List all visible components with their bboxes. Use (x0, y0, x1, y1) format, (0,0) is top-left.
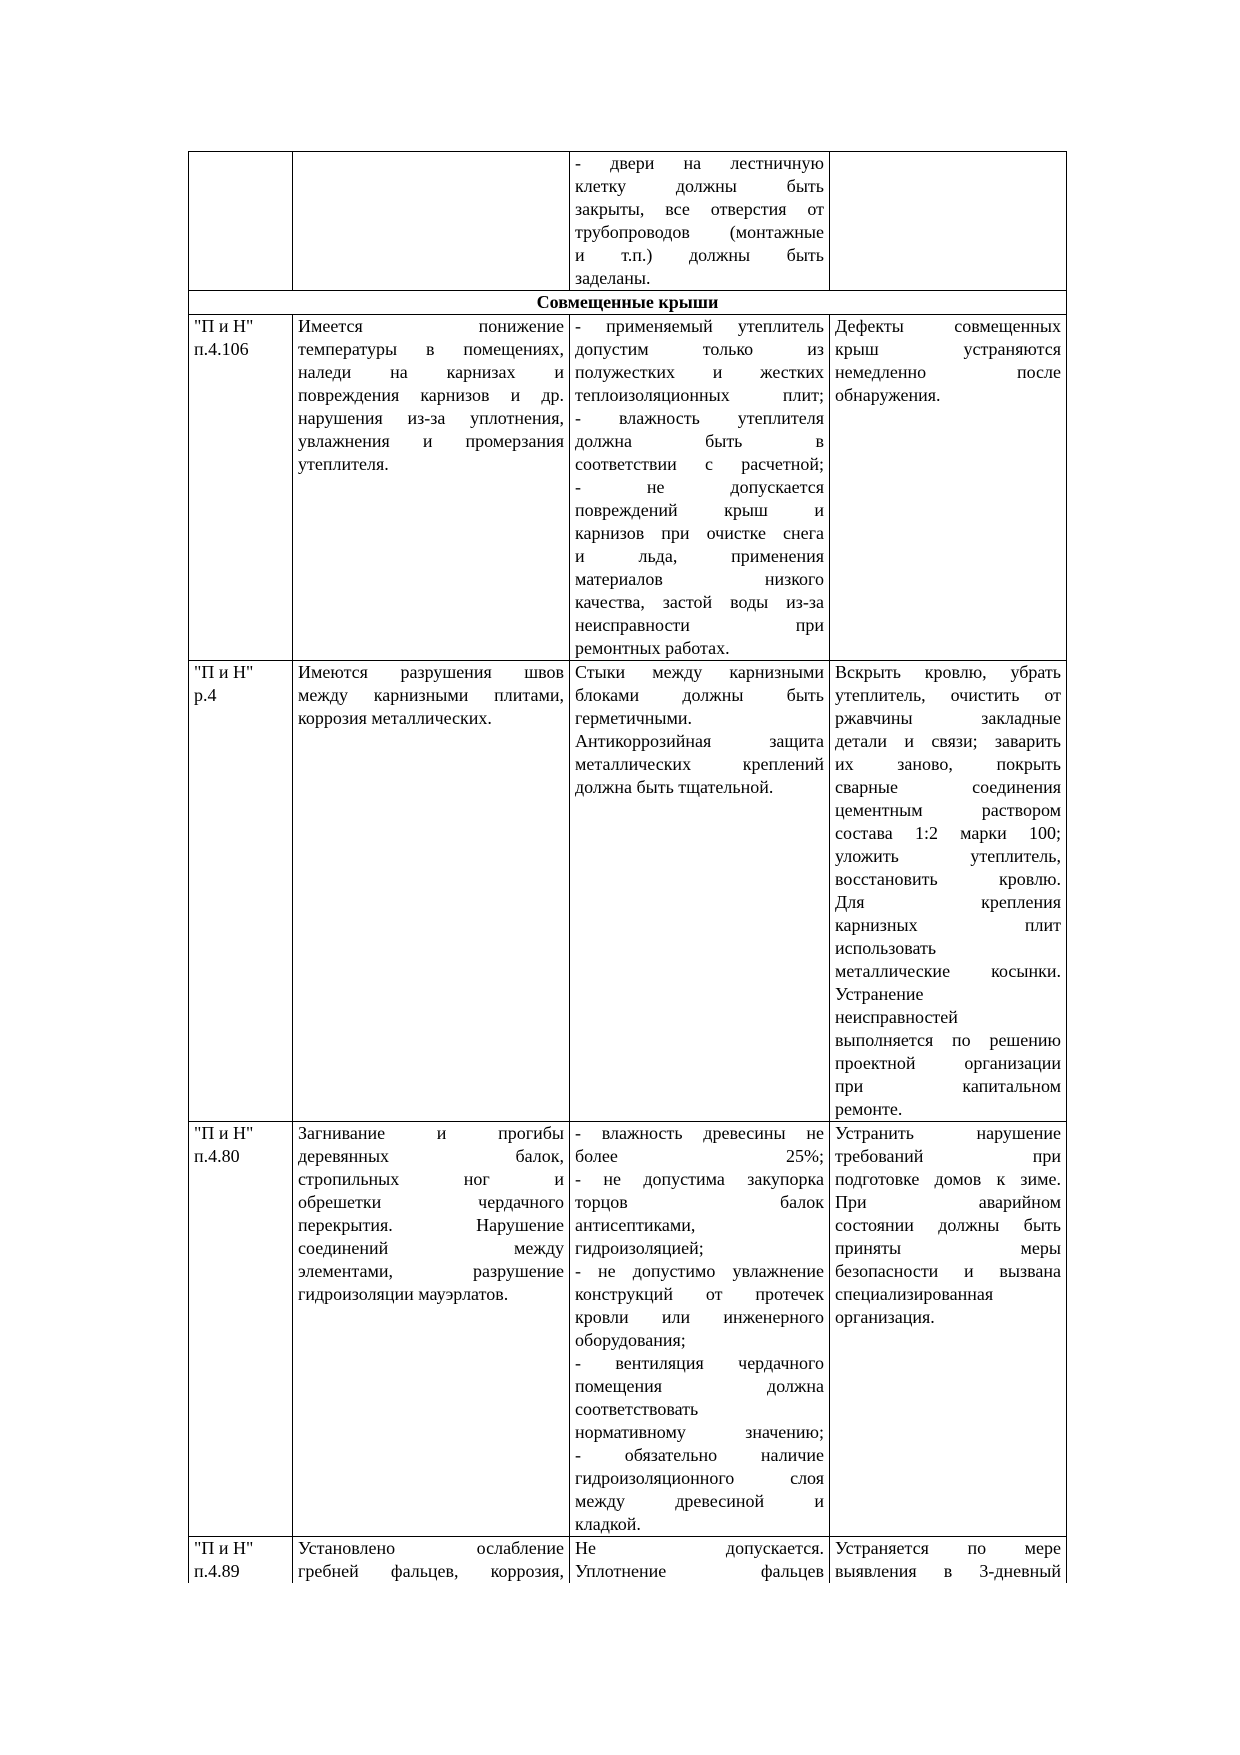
cell-line: наледи на карнизах и (298, 362, 564, 382)
cell-line: деревянных балок, (298, 1146, 564, 1166)
cell-remedy (830, 315, 1067, 661)
cell-line: трубопроводов (монтажные (575, 222, 824, 242)
cell-requirement (570, 315, 830, 661)
cell-line: Устраняется по мере (835, 1538, 1061, 1558)
cell-line: качества, застой воды из-за (575, 592, 824, 612)
table-row (189, 661, 1067, 1122)
cell-defect (293, 1537, 570, 1584)
cell-line: утеплитель, очистить от (835, 685, 1061, 705)
cell-line: - влажность древесины не (575, 1123, 824, 1143)
cell-line: приняты меры (835, 1238, 1061, 1258)
cell-line: подготовке домов к зиме. (835, 1169, 1061, 1189)
cell-line: перекрытия. Нарушение (298, 1215, 564, 1235)
cell-line: нормативному значению; (575, 1422, 824, 1442)
cell-line: организация. (835, 1307, 935, 1327)
cell-defect (293, 1122, 570, 1537)
cell-line: более 25%; (575, 1146, 824, 1166)
cell-line: полужестких и жестких (575, 362, 824, 382)
cell-line: материалов низкого (575, 569, 824, 589)
cell-line: должна быть в (575, 431, 824, 451)
table-row (189, 1122, 1067, 1537)
cell-line: повреждений крыш и (575, 500, 824, 520)
cell-line: металлические косынки. (835, 961, 1061, 981)
cell-line: блоками должны быть (575, 685, 824, 705)
cell-line: торцов балок (575, 1192, 824, 1212)
cell-line: металлических креплений (575, 754, 824, 774)
section-row (189, 291, 1067, 315)
cell-remedy (830, 1537, 1067, 1584)
cell-line: неисправностей (835, 1007, 958, 1027)
cell-line: нарушения из-за уплотнения, (298, 408, 564, 428)
cell-line: закрыты, все отверстия от (575, 199, 824, 219)
table-body (189, 152, 1067, 1584)
cell-line: между карнизными плитами, (298, 685, 564, 705)
cell-line: Имеются разрушения швов (298, 662, 564, 682)
cell-line: утеплителя. (298, 454, 389, 474)
cell-line: "П и Н" (194, 662, 254, 682)
cell-line: и льда, применения (575, 546, 824, 566)
cell-line: выявления в 3-дневный (835, 1561, 1061, 1581)
cell-line: стропильных ног и (298, 1169, 564, 1189)
cell-line: соответствии с расчетной; (575, 454, 824, 474)
cell-line: гидроизоляционного слоя (575, 1468, 824, 1488)
cell-line: проектной организации (835, 1053, 1061, 1073)
cell-line: герметичными. (575, 708, 693, 728)
cell-line: состоянии должны быть (835, 1215, 1061, 1235)
cell-reference (189, 1122, 293, 1537)
cell-requirement (570, 661, 830, 1122)
cell-line: - не допускается (575, 477, 824, 497)
table-row (189, 315, 1067, 661)
cell-requirement (570, 152, 830, 291)
cell-reference (189, 661, 293, 1122)
cell-line: п.4.106 (194, 339, 249, 359)
cell-line: ремонтных работах. (575, 638, 730, 658)
cell-line: специализированная (835, 1284, 994, 1304)
cell-line: п.4.89 (194, 1561, 240, 1581)
cell-line: р.4 (194, 685, 217, 705)
cell-line: повреждения карнизов и др. (298, 385, 564, 405)
cell-line: неисправности при (575, 615, 824, 635)
cell-line: ржавчины закладные (835, 708, 1061, 728)
cell-line: п.4.80 (194, 1146, 240, 1166)
cell-line: ремонте. (835, 1099, 903, 1119)
cell-line: уложить утеплитель, (835, 846, 1061, 866)
cell-line: кровли или инженерного (575, 1307, 824, 1327)
cell-line: оборудования; (575, 1330, 686, 1350)
cell-reference (189, 315, 293, 661)
cell-line: безопасности и вызвана (835, 1261, 1061, 1281)
cell-defect (293, 661, 570, 1122)
cell-line: детали и связи; заварить (835, 731, 1061, 751)
cell-reference (189, 1537, 293, 1584)
cell-line: - применяемый утеплитель (575, 316, 824, 336)
cell-line: кладкой. (575, 1514, 641, 1534)
cell-line: - влажность утеплителя (575, 408, 824, 428)
cell-line: - вентиляция чердачного (575, 1353, 824, 1373)
cell-line: Дефекты совмещенных (835, 316, 1061, 336)
cell-line: гребней фальцев, коррозия, (298, 1561, 564, 1581)
cell-line: температуры в помещениях, (298, 339, 564, 359)
cell-remedy (830, 661, 1067, 1122)
cell-requirement (570, 1122, 830, 1537)
table-row (189, 1537, 1067, 1584)
cell-line: Уплотнение фальцев (575, 1561, 824, 1581)
cell-line: и т.п.) должны быть (575, 245, 824, 265)
cell-line: соединений между (298, 1238, 564, 1258)
cell-reference (189, 152, 293, 291)
cell-line: между древесиной и (575, 1491, 824, 1511)
defects-table (188, 151, 1067, 1583)
cell-line: Антикоррозийная защита (575, 731, 824, 751)
cell-line: конструкций от протечек (575, 1284, 824, 1304)
cell-line: "П и Н" (194, 1538, 254, 1558)
cell-remedy (830, 152, 1067, 291)
section-title: Совмещенные крыши (189, 291, 1067, 315)
cell-line: - не допустимо увлажнение (575, 1261, 824, 1281)
cell-line: помещения должна (575, 1376, 824, 1396)
cell-line: Для крепления (835, 892, 1061, 912)
cell-line: заделаны. (575, 268, 651, 288)
cell-line: их заново, покрыть (835, 754, 1061, 774)
cell-line: - обязательно наличие (575, 1445, 824, 1465)
cell-line: теплоизоляционных плит; (575, 385, 824, 405)
cell-line: обнаружения. (835, 385, 941, 405)
cell-defect (293, 152, 570, 291)
cell-line: Загнивание и прогибы (298, 1123, 564, 1143)
cell-line: клетку должны быть (575, 176, 824, 196)
cell-line: антисептиками, (575, 1215, 696, 1235)
cell-line: обрешетки чердачного (298, 1192, 564, 1212)
cell-line: выполняется по решению (835, 1030, 1061, 1050)
cell-line: сварные соединения (835, 777, 1061, 797)
cell-remedy (830, 1122, 1067, 1537)
cell-defect (293, 315, 570, 661)
cell-line: немедленно после (835, 362, 1061, 382)
cell-line: "П и Н" (194, 1123, 254, 1143)
cell-line: элементами, разрушение (298, 1261, 564, 1281)
cell-line: - не допустима закупорка (575, 1169, 824, 1189)
cell-line: должна быть тщательной. (575, 777, 774, 797)
cell-line: требований при (835, 1146, 1061, 1166)
cell-line: "П и Н" (194, 316, 254, 336)
cell-line: Стыки между карнизными (575, 662, 824, 682)
cell-line: соответствовать (575, 1399, 699, 1419)
cell-line: крыш устраняются (835, 339, 1061, 359)
table-row (189, 152, 1067, 291)
cell-line: гидроизоляцией; (575, 1238, 704, 1258)
cell-line: цементным раствором (835, 800, 1061, 820)
cell-line: состава 1:2 марки 100; (835, 823, 1061, 843)
cell-line: - двери на лестничную (575, 153, 824, 173)
cell-line: гидроизоляции мауэрлатов. (298, 1284, 509, 1304)
cell-line: восстановить кровлю. (835, 869, 1061, 889)
cell-line: карнизных плит (835, 915, 1061, 935)
cell-line: коррозия металлических. (298, 708, 492, 728)
cell-requirement (570, 1537, 830, 1584)
cell-line: Установлено ослабление (298, 1538, 564, 1558)
cell-line: Устранить нарушение (835, 1123, 1061, 1143)
cell-line: Вскрыть кровлю, убрать (835, 662, 1061, 682)
cell-line: Устранение (835, 984, 924, 1004)
cell-line: Не допускается. (575, 1538, 824, 1558)
cell-line: увлажнения и промерзания (298, 431, 564, 451)
cell-line: при капитальном (835, 1076, 1061, 1096)
cell-line: карнизов при очистке снега (575, 523, 824, 543)
cell-line: Имеется понижение (298, 316, 564, 336)
cell-line: При аварийном (835, 1192, 1061, 1212)
cell-line: допустим только из (575, 339, 824, 359)
cell-line: использовать (835, 938, 937, 958)
